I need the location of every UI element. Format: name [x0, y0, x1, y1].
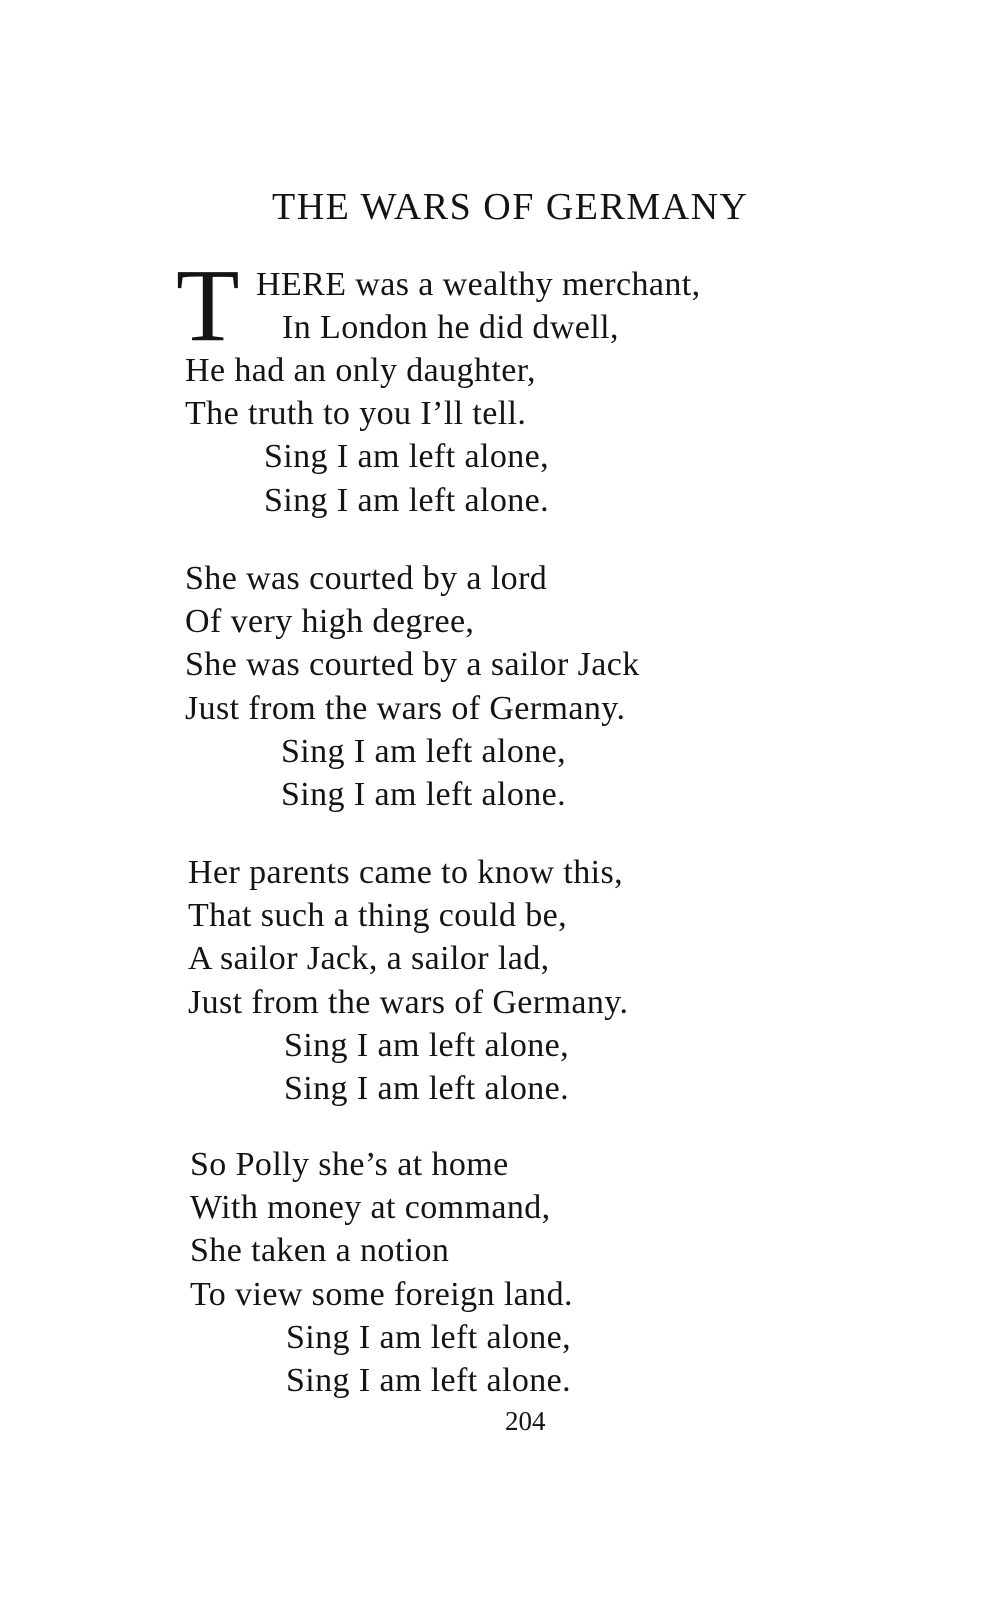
verse-line: Of very high degree,: [185, 603, 475, 641]
refrain-line: Sing I am left alone.: [264, 481, 550, 519]
poem-title: THE WARS OF GERMANY: [272, 186, 749, 228]
verse-line: Just from the wars of Germany.: [188, 983, 629, 1021]
refrain-line: Sing I am left alone,: [286, 1318, 572, 1356]
verse-line: She was courted by a sailor Jack: [185, 646, 640, 684]
verse-line: Just from the wars of Germany.: [185, 689, 626, 727]
drop-cap: T: [176, 248, 240, 363]
stanza-2: [185, 557, 640, 816]
stanza-1: [185, 349, 549, 522]
refrain-line: Sing I am left alone.: [284, 1069, 570, 1107]
verse-line: Her parents came to know this,: [188, 854, 623, 891]
verse-line: She was courted by a lord: [185, 560, 548, 597]
verse-line: So Polly she’s at home: [190, 1146, 509, 1183]
stanza-1-opening: [256, 263, 701, 349]
stanza-4: [190, 1143, 573, 1402]
verse-line: HERE was a wealthy merchant,: [256, 266, 701, 303]
verse-line: She taken a notion: [190, 1232, 450, 1270]
verse-line: He had an only daughter,: [185, 352, 536, 389]
stanza-3: [188, 851, 628, 1110]
verse-line: In London he did dwell,: [282, 309, 619, 347]
refrain-line: Sing I am left alone.: [281, 775, 567, 813]
refrain-line: Sing I am left alone,: [281, 732, 567, 770]
verse-line: With money at command,: [190, 1189, 551, 1227]
verse-line: A sailor Jack, a sailor lad,: [188, 940, 550, 978]
verse-line: To view some foreign land.: [190, 1275, 573, 1313]
refrain-line: Sing I am left alone.: [286, 1361, 572, 1399]
verse-line: The truth to you I’ll tell.: [185, 395, 527, 433]
verse-line: That such a thing could be,: [188, 897, 568, 935]
page-number: 204: [505, 1406, 546, 1436]
refrain-line: Sing I am left alone,: [284, 1026, 570, 1064]
refrain-line: Sing I am left alone,: [264, 438, 550, 476]
